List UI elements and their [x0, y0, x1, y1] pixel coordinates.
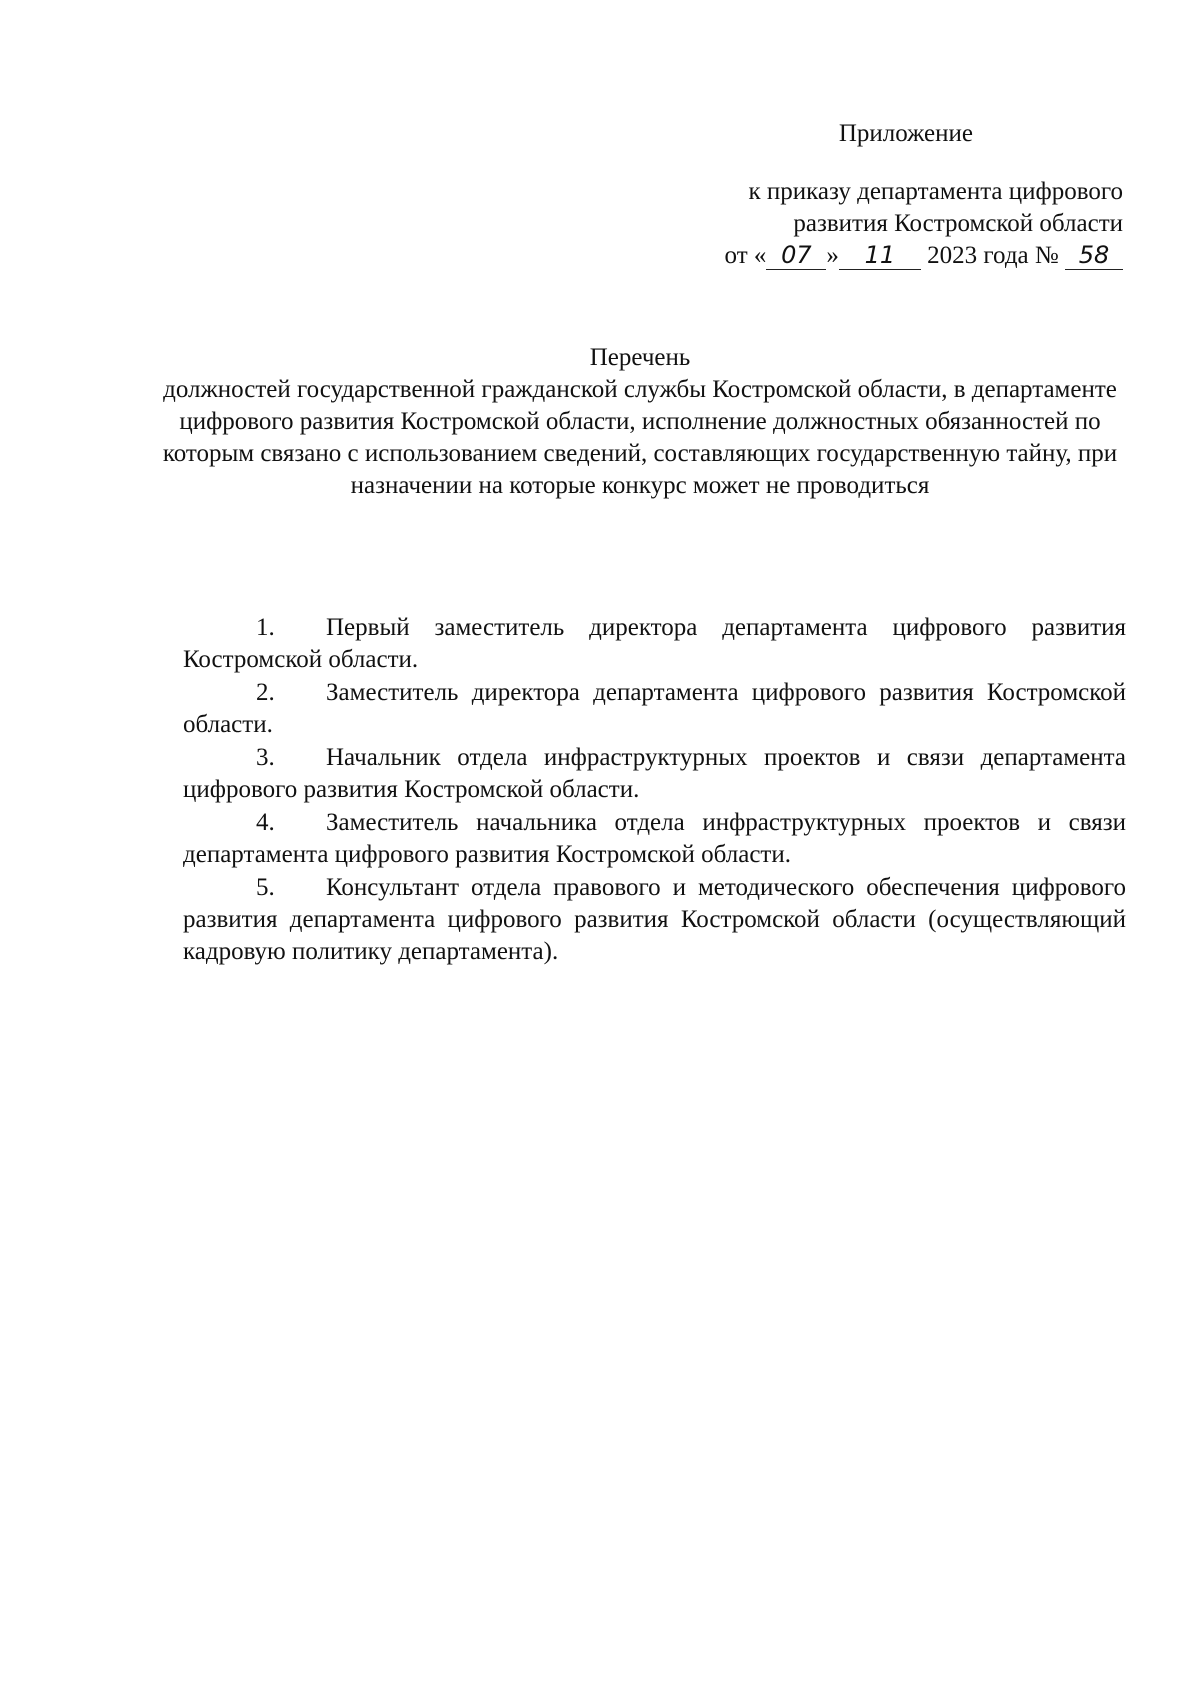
positions-list — [183, 612, 1126, 969]
list-item — [183, 872, 1126, 968]
item-number: 4. — [256, 809, 275, 836]
date-mid: » — [826, 242, 839, 269]
handwritten-day: 07 — [766, 241, 826, 270]
item-text: Первый заместитель директора департамента цифрового развития Костромской области. — [183, 614, 1126, 673]
item-text: Заместитель директора департамента цифрового развития Костромской области. — [183, 679, 1126, 738]
item-number: 3. — [256, 744, 275, 771]
item-text: Консультант отдела правового и методического обеспечения цифрового развития департамента цифрового развития Костромской области (осуществляющий кадровую политику департамента). — [183, 874, 1126, 965]
title-word: Перечень — [589, 344, 691, 371]
date-prefix: от « — [724, 242, 767, 269]
document-title — [160, 342, 1120, 502]
item-text: Заместитель начальника отдела инфраструктурных проектов и связи департамента цифрового развития Костромской области. — [183, 809, 1126, 868]
date-year-text: 2023 года № — [927, 242, 1059, 269]
handwritten-month: 11 — [839, 241, 921, 270]
order-reference-line-2: развития Костромской области — [793, 210, 1123, 237]
item-text: Начальник отдела инфраструктурных проектов и связи департамента цифрового развития Костромской области. — [183, 744, 1126, 803]
list-item — [183, 807, 1126, 871]
appendix-title: Приложение — [838, 120, 973, 147]
list-item — [183, 677, 1126, 741]
order-date-line — [603, 240, 1123, 272]
title-subtitle: должностей государственной гражданской службы Костромской области, в департаменте цифрового развития Костромской области, исполнение должностных обязанностей по которым связано с использованием сведений, составляющих государственную тайну, при назначении на которые конкурс может не проводиться — [162, 376, 1118, 499]
list-item — [183, 612, 1126, 676]
appendix-header — [603, 118, 1123, 272]
order-reference-line-1: к приказу департамента цифрового — [748, 178, 1123, 205]
item-number: 2. — [256, 679, 275, 706]
item-number: 5. — [256, 874, 275, 901]
item-number: 1. — [256, 614, 275, 641]
handwritten-order-number: 58 — [1065, 241, 1123, 270]
list-item — [183, 742, 1126, 806]
